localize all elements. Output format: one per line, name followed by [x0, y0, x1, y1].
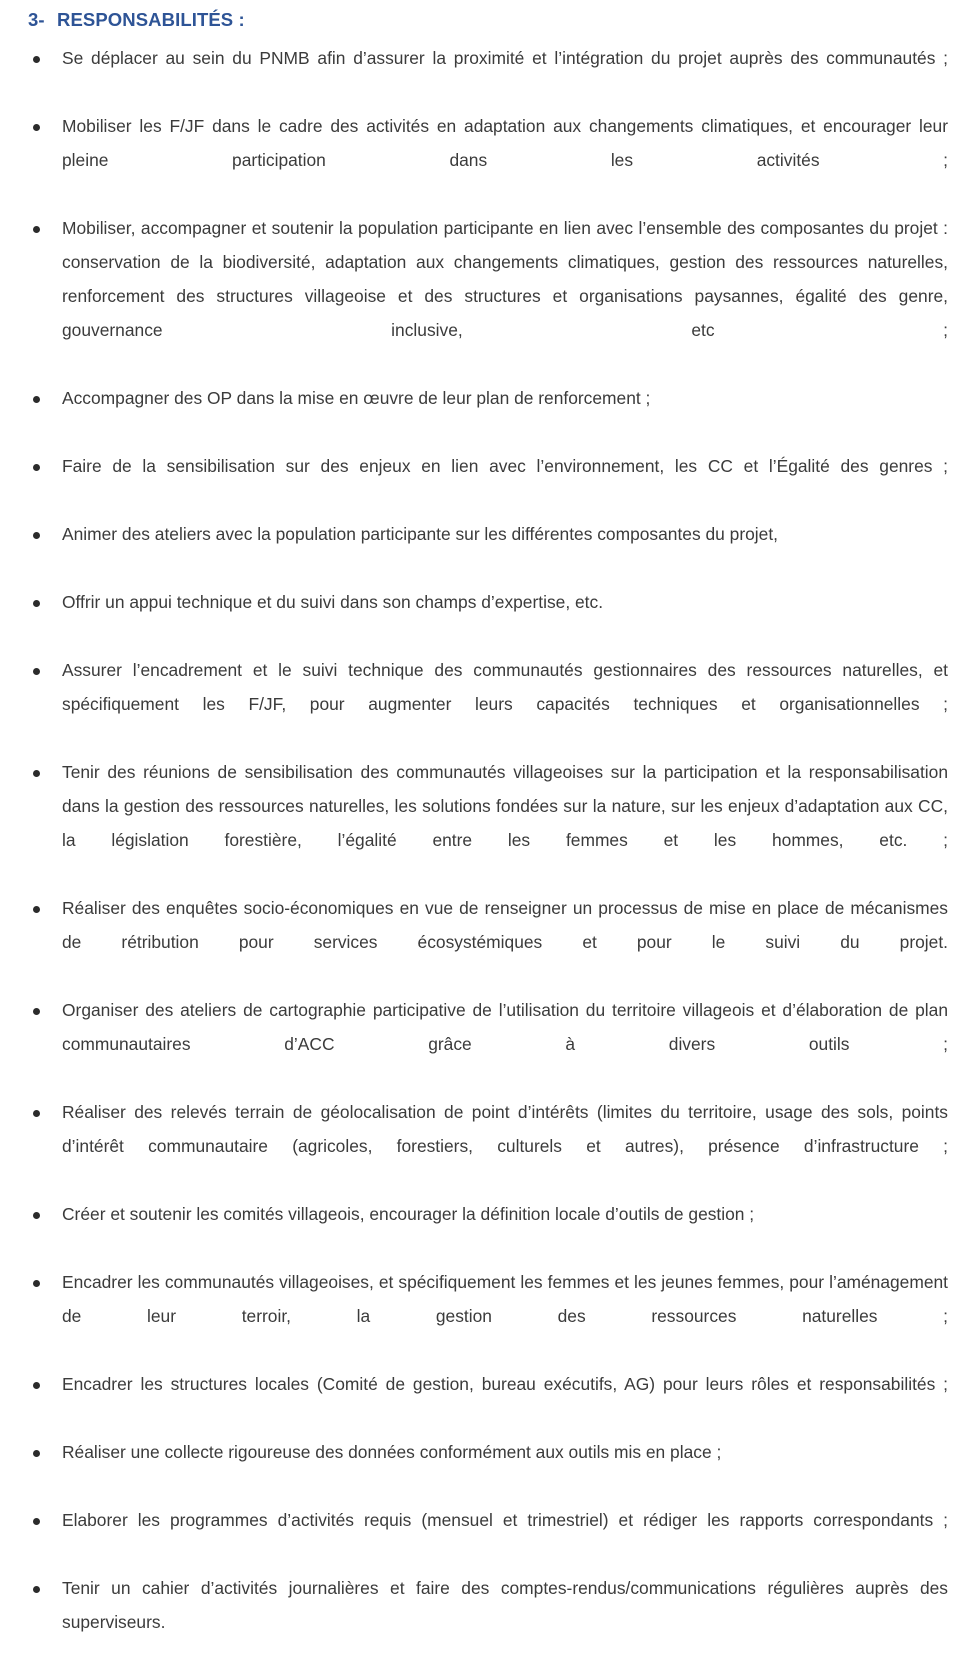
section-title: RESPONSABILITÉS :	[57, 9, 245, 30]
list-item-text: Organiser des ateliers de cartographie participative de l’utilisation du territoire villageois et d’élaboration de plan communautaires d’ACC grâce à divers outils ;	[62, 1000, 948, 1054]
list-item	[0, 449, 960, 517]
responsibilities-list	[0, 41, 960, 1673]
list-item-text: Offrir un appui technique et du suivi dans son champs d’expertise, etc.	[62, 592, 604, 612]
list-item-text: Mobiliser, accompagner et soutenir la population participante en lien avec l’ensemble des composantes du projet : conservation de la biodiversité, adaptation aux changements climatiques, gestion des ressources naturelles, renforcement des structures villageoise et des structures et organisations paysannes, égalité des genre, gouvernance inclusive, etc ;	[62, 218, 948, 340]
page-title	[28, 9, 245, 30]
bullet-dot-icon	[33, 381, 42, 415]
bullet-dot-icon	[33, 1367, 42, 1401]
list-item-text: Tenir un cahier d’activités journalières et faire des comptes-rendus/communications régulières auprès des superviseurs.	[62, 1578, 948, 1632]
list-item	[0, 585, 960, 653]
list-item-text: Réaliser des relevés terrain de géolocalisation de point d’intérêts (limites du territoire, usage des sols, points d’intérêt communautaire (agricoles, forestiers, culturels et autres), présence d’infrastructure ;	[62, 1102, 948, 1156]
section-number: 3-	[28, 9, 45, 30]
list-item	[0, 891, 960, 993]
list-item-text: Encadrer les structures locales (Comité de gestion, bureau exécutifs, AG) pour leurs rôles et responsabilités ;	[62, 1374, 948, 1394]
list-item	[0, 1265, 960, 1367]
list-item	[0, 211, 960, 381]
list-item-text: Accompagner des OP dans la mise en œuvre de leur plan de renforcement ;	[62, 388, 651, 408]
bullet-dot-icon	[33, 1095, 42, 1129]
bullet-dot-icon	[33, 891, 42, 925]
bullet-dot-icon	[33, 1435, 42, 1469]
list-item	[0, 1095, 960, 1197]
list-item-text: Réaliser une collecte rigoureuse des données conformément aux outils mis en place ;	[62, 1442, 722, 1462]
list-item-text: Se déplacer au sein du PNMB afin d’assurer la proximité et l’intégration du projet auprès des communautés ;	[62, 48, 948, 68]
list-item	[0, 41, 960, 109]
bullet-dot-icon	[33, 1197, 42, 1231]
bullet-dot-icon	[33, 41, 42, 75]
list-item	[0, 1571, 960, 1673]
list-item	[0, 517, 960, 585]
list-item	[0, 1503, 960, 1571]
list-item-text: Mobiliser les F/JF dans le cadre des activités en adaptation aux changements climatiques, et encourager leur pleine participation dans les activités ;	[62, 116, 948, 170]
list-item-text: Animer des ateliers avec la population participante sur les différentes composantes du projet,	[62, 524, 778, 544]
bullet-dot-icon	[33, 1503, 42, 1537]
list-item	[0, 109, 960, 211]
list-item	[0, 653, 960, 755]
bullet-dot-icon	[33, 993, 42, 1027]
list-item	[0, 993, 960, 1095]
bullet-dot-icon	[33, 653, 42, 687]
list-item	[0, 1197, 960, 1265]
bullet-dot-icon	[33, 1571, 42, 1605]
list-item	[0, 1435, 960, 1503]
bullet-dot-icon	[33, 109, 42, 143]
list-item	[0, 755, 960, 891]
list-item	[0, 381, 960, 449]
bullet-dot-icon	[33, 517, 42, 551]
list-item	[0, 1367, 960, 1435]
list-item-text: Réaliser des enquêtes socio-économiques en vue de renseigner un processus de mise en place de mécanismes de rétribution pour services écosystémiques et pour le suivi du projet.	[62, 898, 948, 952]
list-item-text: Elaborer les programmes d’activités requis (mensuel et trimestriel) et rédiger les rapports correspondants ;	[62, 1510, 948, 1530]
bullet-dot-icon	[33, 449, 42, 483]
list-item-text: Créer et soutenir les comités villageois, encourager la définition locale d’outils de gestion ;	[62, 1204, 755, 1224]
list-item-text: Assurer l’encadrement et le suivi technique des communautés gestionnaires des ressources naturelles, et spécifiquement les F/JF, pour augmenter leurs capacités techniques et organisationnelles ;	[62, 660, 948, 714]
list-item-text: Encadrer les communautés villageoises, et spécifiquement les femmes et les jeunes femmes, pour l’aménagement de leur terroir, la gestion des ressources naturelles ;	[62, 1272, 948, 1326]
bullet-dot-icon	[33, 1265, 42, 1299]
bullet-dot-icon	[33, 211, 42, 245]
list-item-text: Tenir des réunions de sensibilisation des communautés villageoises sur la participation et la responsabilisation dans la gestion des ressources naturelles, les solutions fondées sur la nature, sur les enjeux d’adaptation aux CC, la législation forestière, l’égalité entre les femmes et les hommes, etc. ;	[62, 762, 948, 850]
bullet-dot-icon	[33, 755, 42, 789]
bullet-dot-icon	[33, 585, 42, 619]
list-item-text: Faire de la sensibilisation sur des enjeux en lien avec l’environnement, les CC et l’Égalité des genres ;	[62, 456, 948, 476]
